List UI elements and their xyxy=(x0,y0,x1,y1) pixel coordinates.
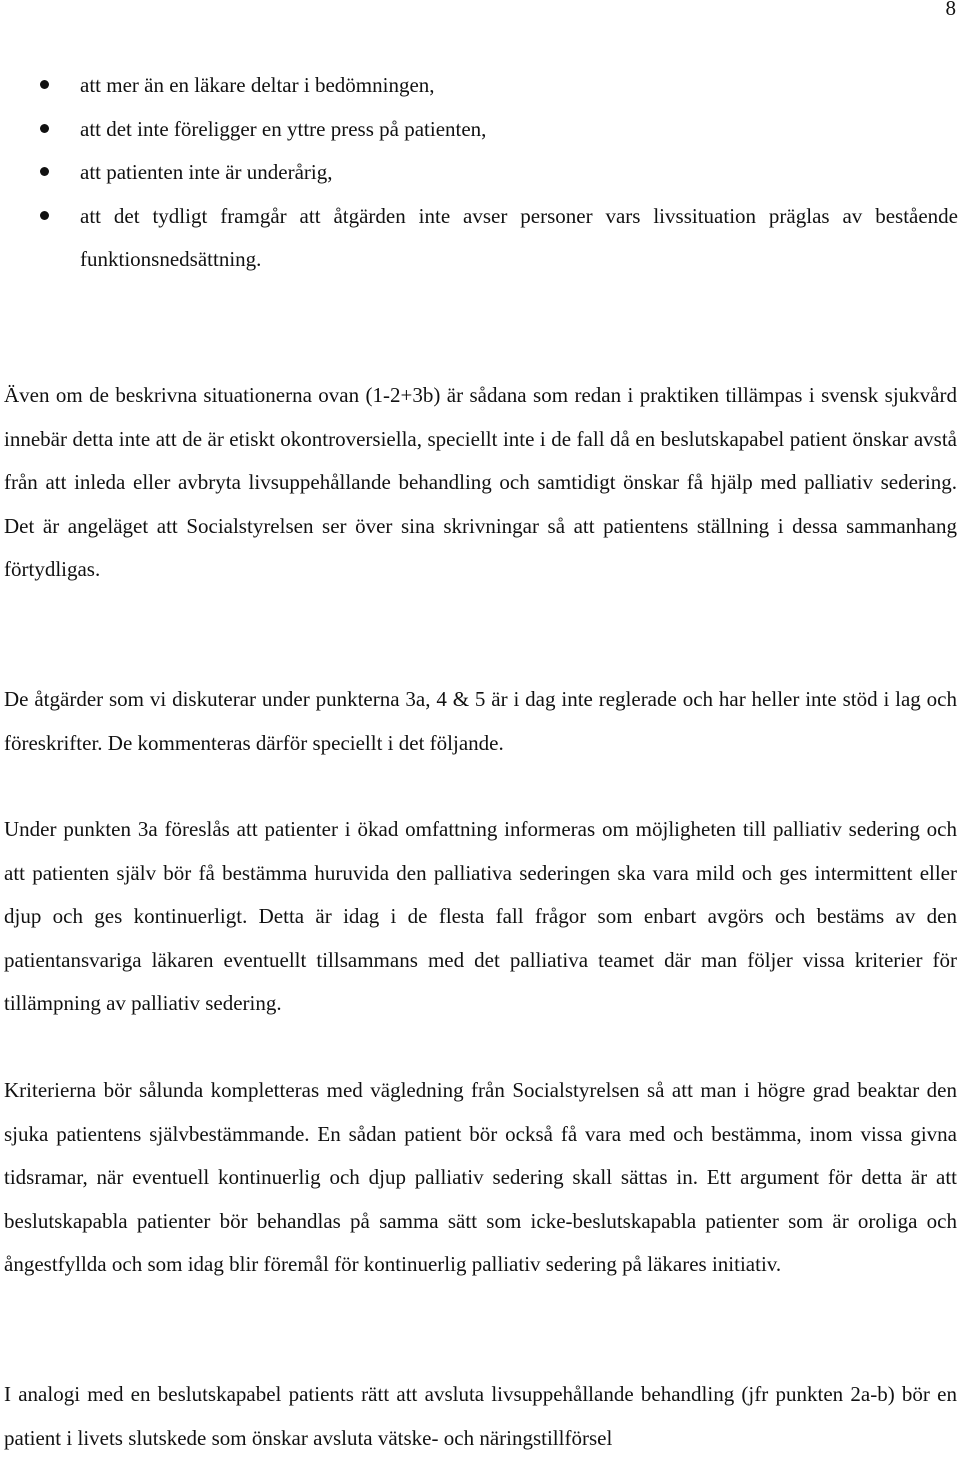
bullet-icon xyxy=(40,167,49,176)
list-item xyxy=(0,195,958,282)
bullet-icon xyxy=(40,211,49,220)
list-item-text: att det tydligt framgår att åtgärden inte avser personer vars livssituation präglas av bestående funktionsnedsättning. xyxy=(80,203,958,271)
body-paragraph: Kriterierna bör sålunda kompletteras med vägledning från Socialstyrelsen så att man i högre grad beaktar den sjuka patientens självbestämmande. En sådan patient bör också få vara med och bestämma, inom vissa givna tidsramar, när eventuell kontinuerlig och djup palliativ sedering skall sättas in. Ett argument för detta är att beslutskapabla patienter bör behandlas på samma sätt som icke-beslutskapabla patienter som är oroliga och ångestfyllda och som idag blir föremål för kontinuerlig palliativ sedering på läkares initiativ. xyxy=(4,1078,957,1276)
list-item xyxy=(0,64,958,108)
list-item-text: att patienten inte är underårig, xyxy=(80,160,333,184)
list-item xyxy=(0,151,958,195)
body-paragraph: Även om de beskrivna situationerna ovan (1-2+3b) är sådana som redan i praktiken tillämpas i svensk sjukvård innebär detta inte att de är etiskt okontroversiella, speciellt inte i de fall då en beslutskapabel patient önskar avstå från att inleda eller avbryta livsuppehållande behandling och samtidigt önskar få hjälp med palliativ sedering. Det är angeläget att Socialstyrelsen ser över sina skrivningar så att patientens ställning i dessa sammanhang förtydligas. xyxy=(4,383,957,581)
list-item xyxy=(0,108,958,152)
page-number: 8 xyxy=(945,0,956,20)
list-item-text: att det inte föreligger en yttre press på patienten, xyxy=(80,116,487,141)
body-paragraph: De åtgärder som vi diskuterar under punkterna 3a, 4 & 5 är i dag inte reglerade och har heller inte stöd i lag och föreskrifter. De kommenteras därför speciellt i det följande. xyxy=(4,687,957,755)
list-item-text: att mer än en läkare deltar i bedömningen, xyxy=(80,73,435,97)
bullet-list xyxy=(0,64,958,282)
bullet-icon xyxy=(40,124,49,133)
body-paragraph: Under punkten 3a föreslås att patienter i ökad omfattning informeras om möjligheten till palliativ sedering och att patienten själv bör få bestämma huruvida den palliativa sederingen ska vara mild och ges intermittent eller djup och ges kontinuerligt. Detta är idag i de flesta fall frågor som enbart avgörs och bestäms av den patientansvariga läkaren eventuellt tillsammans med det palliativa teamet där man följer vissa kriterier för tillämpning av palliativ sedering. xyxy=(4,817,957,1015)
bullet-icon xyxy=(40,80,49,89)
body-paragraph: I analogi med en beslutskapabel patients rätt att avsluta livsuppehållande behandling (jfr punkten 2a-b) bör en patient i livets slutskede som önskar avsluta vätske- och näringstillförsel xyxy=(4,1382,957,1450)
